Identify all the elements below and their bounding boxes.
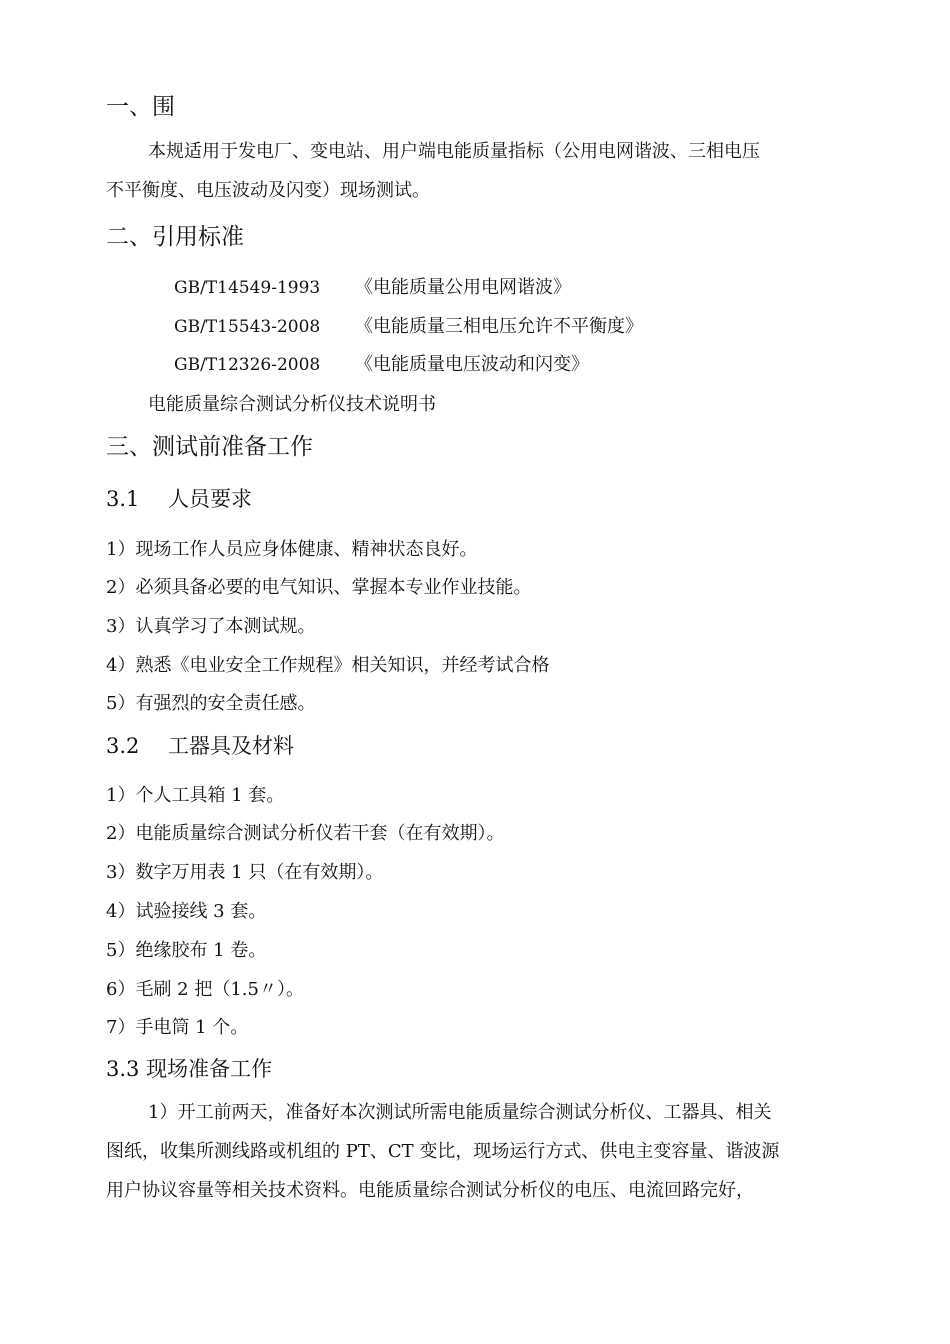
- subsection-heading-personnel: [106, 489, 252, 510]
- list-item: 4）熟悉《电业安全工作规程》相关知识，并经考试合格: [106, 655, 550, 676]
- list-item: 3）认真学习了本测试规。: [106, 616, 316, 637]
- subsection-number: 3.1: [106, 487, 140, 511]
- list-item: 5）绝缘胶布 1 卷。: [106, 940, 267, 961]
- list-item: 5）有强烈的安全责任感。: [106, 693, 316, 714]
- list-item: 1）个人工具箱 1 套。: [106, 785, 285, 806]
- subsection-title: 人员要求: [168, 487, 252, 511]
- list-item: 1）现场工作人员应身体健康、精神状态良好。: [106, 539, 478, 560]
- list-item: 4）试验接线 3 套。: [106, 901, 267, 922]
- reference-manual: 电能质量综合测试分析仪技术说明书: [148, 394, 436, 415]
- section-heading-scope: 一、围: [106, 94, 175, 120]
- reference-title: 《电能质量电压波动和闪变》: [355, 354, 589, 375]
- subsection-heading-onsite: 3.3 现场准备工作: [106, 1057, 273, 1081]
- reference-code: GB/T12326-2008: [174, 355, 321, 375]
- onsite-paragraph-line-1: 1）开工前两天，准备好本次测试所需电能质量综合测试分析仪、工器具、相关: [148, 1102, 772, 1123]
- subsection-heading-tools: [106, 736, 294, 757]
- onsite-paragraph-line-2: 图纸，收集所测线路或机组的 PT、CT 变比，现场运行方式、供电主变容量、谐波源: [106, 1141, 780, 1162]
- reference-title: 《电能质量公用电网谐波》: [355, 277, 571, 298]
- list-item: 6）毛刷 2 把（1.5〃）。: [106, 979, 304, 1000]
- scope-paragraph-line-1: 本规适用于发电厂、变电站、用户端电能质量指标（公用电网谐波、三相电压: [148, 141, 760, 162]
- list-item: 3）数字万用表 1 只（在有效期）。: [106, 862, 384, 883]
- onsite-paragraph-line-3: 用户协议容量等相关技术资料。电能质量综合测试分析仪的电压、电流回路完好，: [106, 1180, 754, 1201]
- reference-code: GB/T15543-2008: [174, 317, 321, 337]
- reference-title: 《电能质量三相电压允许不平衡度》: [355, 316, 643, 337]
- scope-paragraph-line-2: 不平衡度、电压波动及闪变）现场测试。: [106, 180, 430, 201]
- section-heading-standards: 二、引用标准: [106, 224, 244, 250]
- list-item: 2）电能质量综合测试分析仪若干套（在有效期）。: [106, 823, 505, 844]
- reference-code: GB/T14549-1993: [174, 278, 321, 298]
- list-item: 7）手电筒 1 个。: [106, 1017, 249, 1038]
- subsection-title: 工器具及材料: [168, 734, 294, 758]
- list-item: 2）必须具备必要的电气知识、掌握本专业作业技能。: [106, 577, 532, 598]
- subsection-number: 3.2: [106, 734, 140, 758]
- section-heading-preparation: 三、测试前准备工作: [106, 434, 313, 460]
